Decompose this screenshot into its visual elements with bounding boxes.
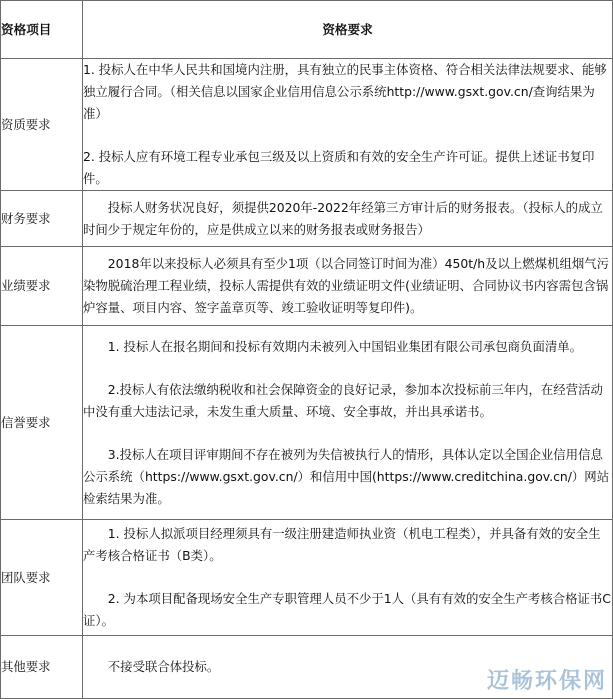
row-label-team: 团队要求 [1, 520, 83, 636]
requirement-paragraph: 2. 投标人应有环境工程专业承包三级及以上资质和有效的安全生产许可证。提供上述证书复印件。 [83, 149, 595, 186]
requirement-paragraph: 1. 投标人在报名期间和投标有效期内未被列入中国铝业集团有限公司承包商负面清单。 [107, 338, 583, 354]
row-content-finance [83, 191, 613, 247]
requirement-paragraph: 2.投标人有依法缴纳税收和社会保障资金的良好记录，参加本次投标前三年内，在经营活动中没有重大违法记录，未发生重大质量、环境、安全事故，并出具承诺书。 [83, 381, 603, 419]
table-row [1, 59, 613, 191]
requirement-paragraph: 3.投标人在项目评审期间不存在被列为失信被执行人的情形，具体认定以全国企业信用信息公示系统（https://www.gsxt.gov.cn/）和信用中国(https://www.creditchina.gov.cn/）网站检索结果为准。 [83, 446, 610, 506]
requirement-paragraph: 2018年以来投标人必须具有至少1项（以合同签订时间为准）450t/h及以上燃煤机组烟气污染物脱硫治理工程业绩，投标人需提供有效的业绩证明文件(业绩证明、合同协议书内容需包含锅炉容量、项目内容、签字盖章页等、竣工验收证明等复印件)。 [83, 256, 610, 315]
requirement-paragraph: 2. 为本项目配备现场安全生产专职管理人员不少于1人（具有有效的安全生产考核合格证书C证）。 [83, 591, 611, 628]
row-label-other: 其他要求 [1, 636, 83, 699]
row-label-performance: 业绩要求 [1, 247, 83, 326]
row-content-reputation [83, 326, 613, 520]
requirement-paragraph: 1. 投标人在中华人民共和国境内注册，具有独立的民事主体资格、符合相关法律法规要求、能够独立履行合同。（相关信息以国家企业信用信息公示系统http://www.gsxt.gov.cn/查询结果为准） [83, 62, 607, 121]
requirement-paragraph: 1. 投标人拟派项目经理须具有一级注册建造师执业资（机电工程类），并具备有效的安全生产考核合格证书（B类）。 [83, 526, 601, 563]
row-content-qualification [83, 59, 613, 191]
watermark: 迈畅环保网 [486, 669, 607, 694]
requirement-paragraph: 不接受联合体投标。 [107, 659, 220, 674]
row-content-performance [83, 247, 613, 326]
table-row [1, 520, 613, 636]
row-label-qualification: 资质要求 [1, 59, 83, 191]
table-row [1, 191, 613, 247]
row-label-finance: 财务要求 [1, 191, 83, 247]
header-item: 资格项目 [1, 1, 83, 59]
table-header-row [1, 1, 613, 59]
table-row [1, 326, 613, 520]
requirement-paragraph: 投标人财务状况良好，须提供2020年-2022年经第三方审计后的财务报表。（投标人的成立时间少于规定年份的，应是供成立以来的财务报表或财务报告） [83, 199, 603, 237]
row-label-reputation: 信誉要求 [1, 326, 83, 520]
table-row [1, 247, 613, 326]
row-content-team [83, 520, 613, 636]
header-requirement: 资格要求 [83, 1, 613, 59]
